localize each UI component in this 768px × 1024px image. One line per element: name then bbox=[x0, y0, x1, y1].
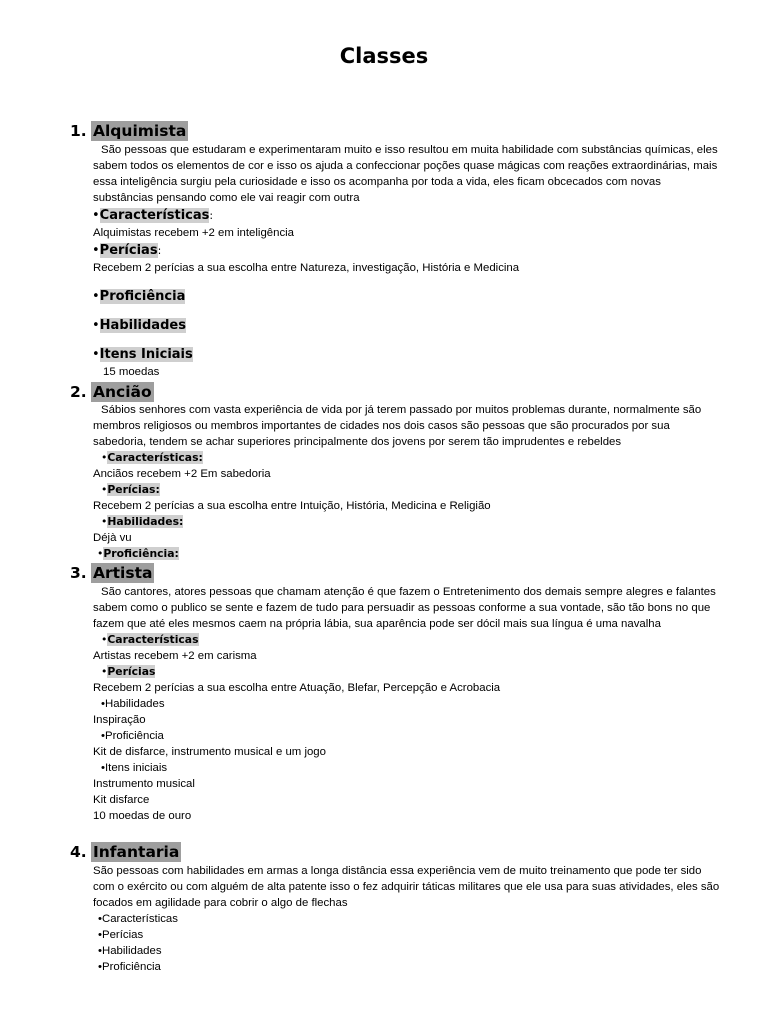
itens-text: 15 moedas bbox=[103, 366, 160, 378]
habilidades-text: Inspiração bbox=[93, 714, 146, 726]
section-name: Ancião bbox=[93, 383, 152, 401]
bullet-item: •Perícias bbox=[98, 929, 144, 941]
subheading-caracteristicas: •Características: bbox=[92, 208, 214, 223]
itens-line: Instrumento musical bbox=[93, 778, 195, 790]
bullet-item: •Habilidades bbox=[98, 945, 162, 957]
subheading-pericias: •Perícias bbox=[101, 665, 156, 678]
subheading-habilidades: •Habilidades bbox=[101, 698, 165, 710]
caracteristicas-text: Anciãos recebem +2 Em sabedoria bbox=[93, 468, 271, 480]
section-number: 2. bbox=[70, 383, 87, 401]
subheading-habilidades: •Habilidades: bbox=[101, 515, 184, 528]
section-description: São cantores, atores pessoas que chamam atenção é que fazem o Entretenimento dos demais sempre alegres e falantes sabem como o publico se sente e fazem de tudo para persuadir as pessoas conforme a sua vontade, são tão bons no que fazem que até eles mesmos caem na própria lábia, sua aparência pode ser dócil mais sua língua é uma navalha bbox=[93, 586, 716, 630]
subheading-proficiencia: •Proficiência bbox=[92, 289, 186, 304]
caracteristicas-text: Artistas recebem +2 em carisma bbox=[93, 650, 257, 662]
section-heading bbox=[0, 842, 768, 862]
section-name: Artista bbox=[93, 564, 153, 582]
section-description: Sábios senhores com vasta experiência de vida por já terem passado por muitos problemas durante, normalmente são membros religiosos ou membros importantes de cidades nos dois casos são pessoas que são procurados por sua sabedoria, tendem se achar superiores principalmente dos jovens por serem tão imprudentes e rebeldes bbox=[93, 404, 702, 448]
bullet-item: •Proficiência bbox=[98, 961, 161, 973]
bullet-item: •Características bbox=[98, 913, 178, 925]
section-name: Infantaria bbox=[93, 843, 180, 861]
subheading-proficiencia: •Proficiência: bbox=[97, 547, 179, 560]
proficiencia-text: Kit de disfarce, instrumento musical e um jogo bbox=[93, 746, 326, 758]
section-infantaria bbox=[0, 842, 768, 975]
pericias-text: Recebem 2 perícias a sua escolha entre Atuação, Blefar, Percepção e Acrobacia bbox=[93, 682, 501, 694]
section-heading bbox=[0, 382, 768, 402]
subheading-caracteristicas: •Características bbox=[101, 633, 199, 646]
subheading-habilidades: •Habilidades bbox=[92, 318, 186, 333]
pericias-text: Recebem 2 perícias a sua escolha entre Natureza, investigação, História e Medicina bbox=[93, 262, 520, 274]
section-anciao bbox=[0, 382, 768, 562]
subheading-proficiencia: •Proficiência bbox=[101, 730, 164, 742]
section-name: Alquimista bbox=[93, 122, 187, 140]
section-description: São pessoas que estudaram e experimentaram muito e isso resultou em muita habilidade com substâncias químicas, eles sabem todos os elementos de cor e isso os ajuda a confeccionar poções quase mágicas com reações extraordinárias, mais essa inteligência surgiu pela curiosidade e isso os acompanha por toda a vida, eles ficam obcecados com novas substâncias pensando como ele vai reagir com outra bbox=[93, 144, 718, 204]
section-artista bbox=[0, 563, 768, 824]
itens-line: 10 moedas de ouro bbox=[93, 810, 192, 822]
itens-line: Kit disfarce bbox=[93, 794, 150, 806]
caracteristicas-text: Alquimistas recebem +2 em inteligência bbox=[93, 227, 295, 239]
section-number: 4. bbox=[70, 843, 87, 861]
document-title: Classes bbox=[339, 44, 429, 68]
subheading-pericias: •Perícias: bbox=[92, 243, 162, 258]
habilidades-text: Déjà vu bbox=[93, 532, 132, 544]
pericias-text: Recebem 2 perícias a sua escolha entre Intuição, História, Medicina e Religião bbox=[93, 500, 491, 512]
subheading-itens-iniciais: •Itens iniciais bbox=[101, 762, 168, 774]
section-description: São pessoas com habilidades em armas a longa distância essa experiência vem de muito treinamento que pode ter sido com o exército ou com alguém de alta patente isso o fez adquirir táticas militares que ele usa para suas atividades, eles são focados em agilidade para cobrir o algo de flechas bbox=[93, 865, 720, 909]
subheading-itens-iniciais: •Itens Iniciais bbox=[92, 347, 193, 362]
section-heading bbox=[0, 121, 768, 141]
section-heading bbox=[0, 563, 768, 583]
section-number: 3. bbox=[70, 564, 87, 582]
section-number: 1. bbox=[70, 122, 87, 140]
section-alquimista bbox=[0, 121, 768, 380]
subheading-pericias: •Perícias: bbox=[101, 483, 160, 496]
subheading-caracteristicas: •Características: bbox=[101, 451, 203, 464]
